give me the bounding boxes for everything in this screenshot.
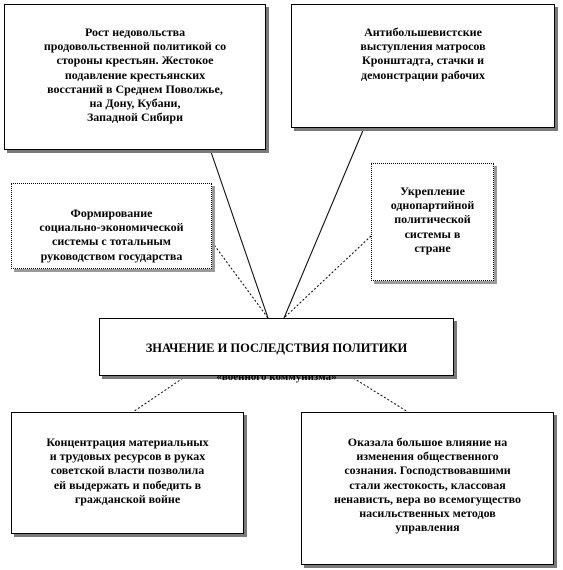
resource-concentration-box (11, 412, 244, 534)
connector-anti-bolshevik (284, 128, 364, 318)
socioeconomic-system-text: Формирование социально-экономической системы с тотальным руководством государства (39, 206, 184, 263)
peasant-discontent-box (4, 4, 266, 150)
resource-concentration-text: Концентрация материальных и трудовых ресурсов в руках советской власти позволила ей выдержать и победить в гражданской войне (46, 435, 209, 506)
peasant-discontent-text: Рост недовольства продовольственной политикой со стороны крестьян. Жестокое подавление крестьянских восстаний в Среднем Поволжье, на Дону, Кубани, Западной Сибири (43, 25, 227, 125)
connector-one-party-system (284, 236, 371, 318)
public-consciousness-text: Оказала большое влияние на изменения общественного сознания. Господствовавшими стали жестокость, классовая ненависть, вера во всемогущество насильственных методов управления (333, 435, 522, 535)
central-topic-box (99, 318, 454, 384)
anti-bolshevik-box (291, 4, 555, 128)
connector-socioeconomic-system (212, 242, 268, 318)
central-topic-title: ЗНАЧЕНИЕ И ПОСЛЕДСТВИЯ ПОЛИТИКИ (145, 341, 408, 356)
one-party-system-box (371, 163, 494, 281)
one-party-system-text: Укрепление однопартийной политической системы в стране (390, 184, 475, 255)
public-consciousness-box (301, 412, 554, 565)
anti-bolshevik-text: Антибольшевистские выступления матросов Кронштадта, стачки и демонстрации рабочих (360, 25, 486, 82)
central-topic-subtitle: «военного коммунизма» (216, 371, 337, 384)
socioeconomic-system-box (11, 183, 212, 269)
connector-peasant-discontent (210, 149, 268, 318)
